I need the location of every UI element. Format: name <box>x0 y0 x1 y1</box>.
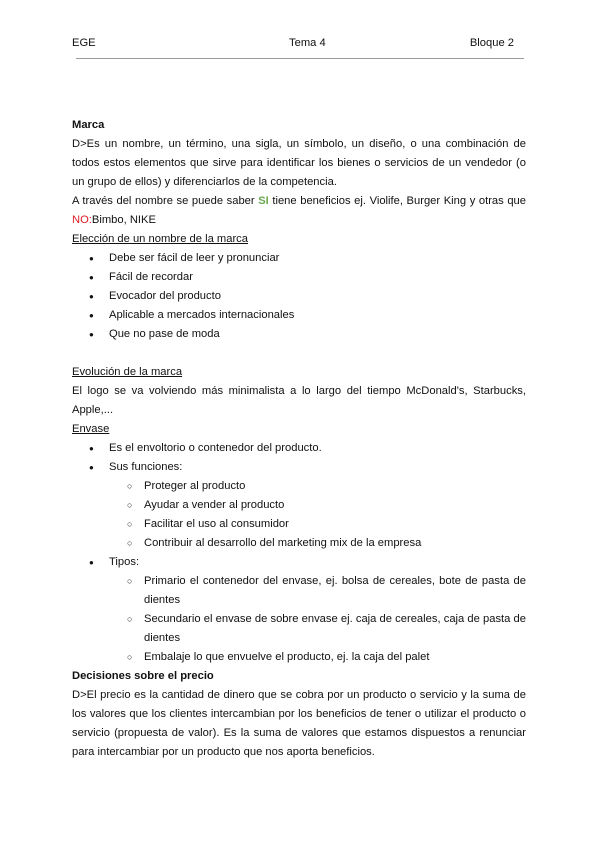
marca-benefits-mid: tiene beneficios ej. Violife, Burger King y otras que <box>268 195 527 207</box>
list-item: ● Fácil de recordar <box>72 268 526 287</box>
list-item <box>72 553 526 572</box>
document-body <box>72 116 526 762</box>
list-item: ○ Embalaje lo que envuelve el producto, ej. la caja del palet <box>72 648 526 667</box>
list-item <box>72 458 526 477</box>
marca-benefits-pre: A través del nombre se puede saber <box>72 195 259 207</box>
precio-text: D>El precio es la cantidad de dinero que se cobra por un producto o servicio y la suma de los valores que los clientes intercambian por los beneficios de tener o utilizar el producto o servicio (propuesta de valor). Es la suma de valores que estamos dispuestos a renunciar para intercambiar por un producto que nos aporta beneficios. <box>72 689 526 758</box>
marca-benefits <box>72 192 526 230</box>
list-item: ○ Proteger al producto <box>72 477 526 496</box>
marca-benefits-no: NO: <box>72 214 92 226</box>
section-title-evolucion: Evolución de la marca <box>72 366 183 378</box>
page-header <box>72 37 524 53</box>
envase-list <box>72 439 526 477</box>
list-item: ● Que no pase de moda <box>72 325 526 344</box>
list-item: ○ Primario el contenedor del envase, ej. bolsa de cereales, bote de pasta de dientes <box>72 572 526 610</box>
envase-tipos-label: Tipos: <box>109 556 140 568</box>
section-title-precio: Decisiones sobre el precio <box>72 670 214 682</box>
envase-tipos-list <box>72 572 526 667</box>
list-item: ● Debe ser fácil de leer y pronunciar <box>72 249 526 268</box>
evolucion-text: El logo se va volviendo más minimalista a lo largo del tiempo McDonald's, Starbucks, Apple,... <box>72 385 526 416</box>
marca-benefits-si: SI <box>258 195 269 207</box>
marca-definition: D>Es un nombre, un término, una sigla, un símbolo, un diseño, o una combinación de todos estos elementos que sirve para identificar los bienes o servicios de un vendedor (o un grupo de ellos) y diferenciarlos de la competencia. <box>72 138 526 188</box>
envase-tipos-wrapper <box>72 553 526 572</box>
spacer <box>72 344 526 363</box>
header-subject: EGE <box>72 37 96 49</box>
list-item: ○ Contribuir al desarrollo del marketing mix de la empresa <box>72 534 526 553</box>
list-item: ● Aplicable a mercados internacionales <box>72 306 526 325</box>
list-item: ○ Ayudar a vender al producto <box>72 496 526 515</box>
list-item: ○ Facilitar el uso al consumidor <box>72 515 526 534</box>
list-item: ● Evocador del producto <box>72 287 526 306</box>
marca-benefits-post: Bimbo, NIKE <box>91 214 156 226</box>
list-item: ● Es el envoltorio o contenedor del producto. <box>72 439 526 458</box>
envase-funciones-label: Sus funciones: <box>109 461 183 473</box>
section-title-eleccion: Elección de un nombre de la marca <box>72 233 248 245</box>
envase-funciones-list <box>72 477 526 553</box>
section-title-envase: Envase <box>72 423 110 435</box>
section-title-marca: Marca <box>72 119 105 131</box>
header-divider <box>76 58 524 59</box>
eleccion-list <box>72 249 526 344</box>
header-block: Bloque 2 <box>469 37 514 49</box>
header-topic: Tema 4 <box>289 37 326 49</box>
list-item: ○ Secundario el envase de sobre envase ej. caja de cereales, caja de pasta de dientes <box>72 610 526 648</box>
